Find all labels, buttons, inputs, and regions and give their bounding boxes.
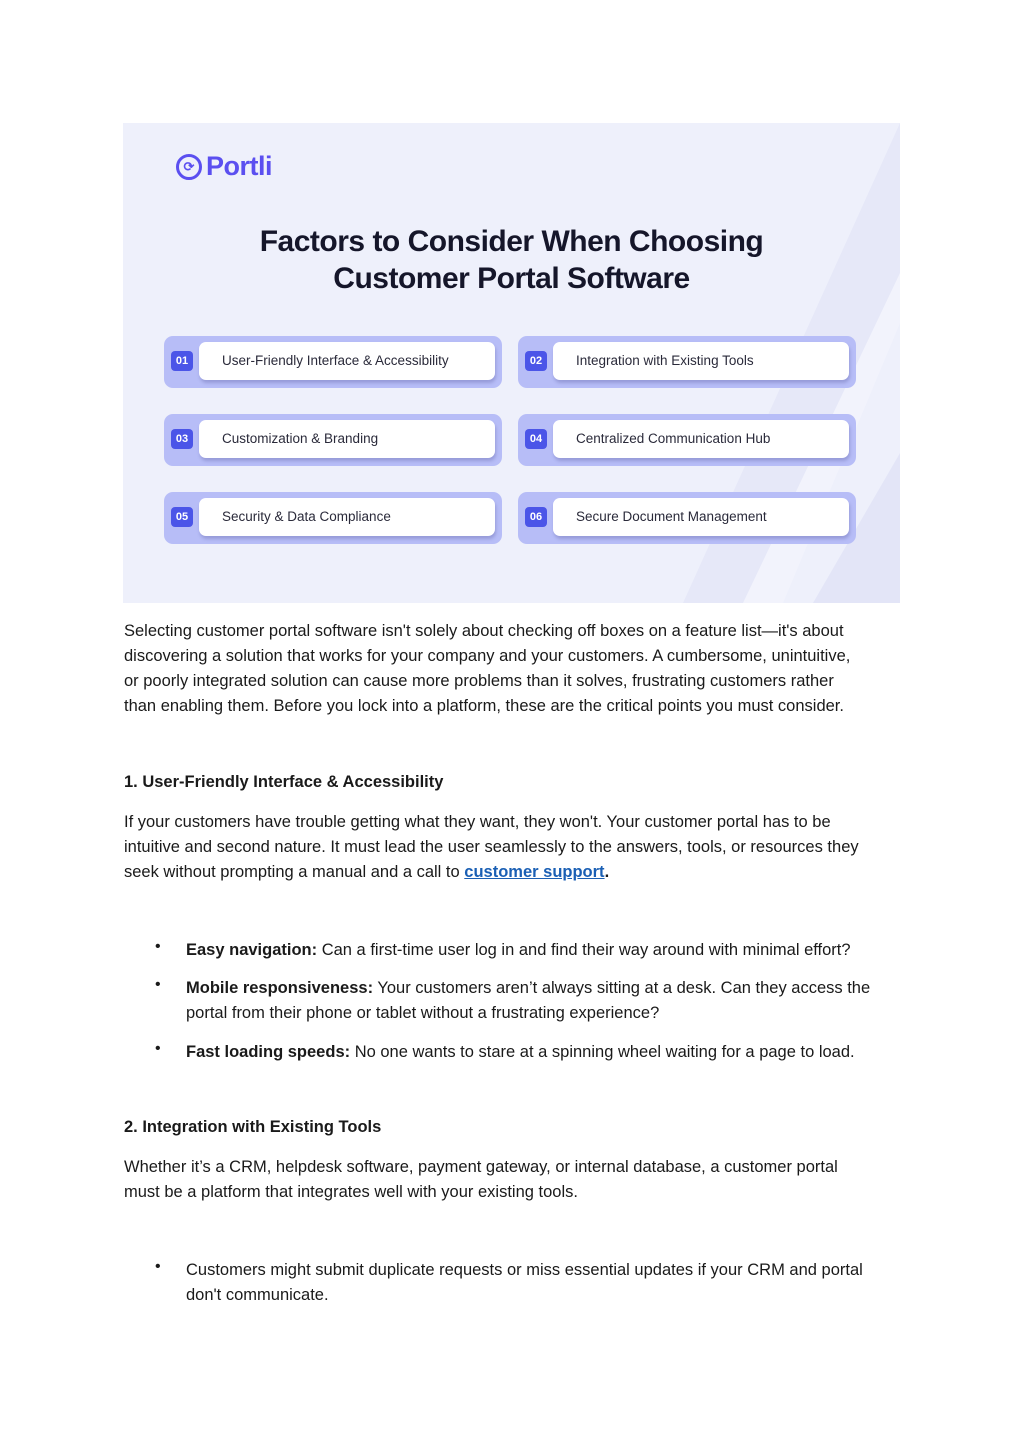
factor-card-06 (518, 492, 856, 544)
intro-line: Selecting customer portal software isn't solely about checking off boxes on a feature list—it's about (124, 622, 844, 640)
bullet-text: No one wants to stare at a spinning wheel waiting for a page to load. (350, 1043, 855, 1061)
bullet-bold: Mobile responsiveness: (186, 979, 374, 997)
bullet-mobile-responsiveness (186, 976, 906, 1026)
banner-title-line2: Customer Portal Software (333, 262, 690, 295)
section1-paragraph (124, 810, 904, 885)
factor-label: Centralized Communication Hub (553, 420, 849, 458)
section2-paragraph (124, 1155, 904, 1205)
period: . (604, 863, 610, 881)
factor-card-04 (518, 414, 856, 466)
bullet-text: portal from their phone or tablet without a frustrating experience? (186, 1004, 660, 1022)
banner-title-line1: Factors to Consider When Choosing (259, 225, 764, 258)
factor-card-05 (164, 492, 502, 544)
factor-number: 02 (525, 351, 547, 371)
factor-number: 05 (171, 507, 193, 527)
factor-label: Security & Data Compliance (199, 498, 495, 536)
section2-heading: 2. Integration with Existing Tools (124, 1118, 382, 1136)
section1-line (124, 860, 904, 885)
factor-label: User-Friendly Interface & Accessibility (199, 342, 495, 380)
bullet-text: Your customers aren’t always sitting at a desk. Can they access the (373, 979, 871, 997)
intro-line: discovering a solution that works for your company and your customers. A cumbersome, unintuitive, (124, 647, 851, 665)
portli-logo-icon: ⟳ (176, 154, 202, 180)
factor-number: 01 (171, 351, 193, 371)
section1-heading: 1. User-Friendly Interface & Accessibility (124, 773, 444, 791)
section2-line: Whether it’s a CRM, helpdesk software, payment gateway, or internal database, a customer portal (124, 1158, 838, 1176)
intro-paragraph (124, 619, 904, 719)
intro-line: or poorly integrated solution can cause more problems than it solves, frustrating customers rather (124, 672, 834, 690)
section1-line: If your customers have trouble getting what they want, they won't. Your customer portal has to be (124, 813, 831, 831)
section2-line: must be a platform that integrates well with your existing tools. (124, 1183, 578, 1201)
factor-card-02 (518, 336, 856, 388)
bullet-icon: • (155, 976, 161, 993)
factor-number: 03 (171, 429, 193, 449)
infographic-banner (123, 123, 900, 603)
factor-number: 06 (525, 507, 547, 527)
bullet-fast-loading (186, 1040, 906, 1065)
bullet-icon: • (155, 1040, 161, 1057)
logo-text: Portli (206, 151, 273, 181)
customer-support-link[interactable]: customer support (464, 863, 605, 881)
bullet-text: don't communicate. (186, 1286, 329, 1304)
bullet-bold: Easy navigation: (186, 941, 318, 959)
bullet-crm-duplicate (186, 1258, 906, 1308)
bullet-icon: • (155, 938, 161, 955)
intro-line: than enabling them. Before you lock into a platform, these are the critical points you must consider. (124, 697, 844, 715)
factor-label: Customization & Branding (199, 420, 495, 458)
factor-label: Secure Document Management (553, 498, 849, 536)
bullet-text: Can a first-time user log in and find their way around with minimal effort? (317, 941, 851, 959)
banner-title (123, 223, 900, 297)
section1-text: seek without prompting a manual and a call to (124, 863, 465, 881)
section1-line: intuitive and second nature. It must lead the user seamlessly to the answers, tools, or resources they (124, 838, 859, 856)
factor-card-03 (164, 414, 502, 466)
bullet-easy-navigation (186, 938, 906, 963)
bullet-icon: • (155, 1258, 161, 1275)
bullet-text: Customers might submit duplicate requests or miss essential updates if your CRM and portal (186, 1261, 863, 1279)
factor-card-01 (164, 336, 502, 388)
portli-logo (176, 151, 272, 182)
factor-number: 04 (525, 429, 547, 449)
bullet-bold: Fast loading speeds: (186, 1043, 351, 1061)
factor-label: Integration with Existing Tools (553, 342, 849, 380)
